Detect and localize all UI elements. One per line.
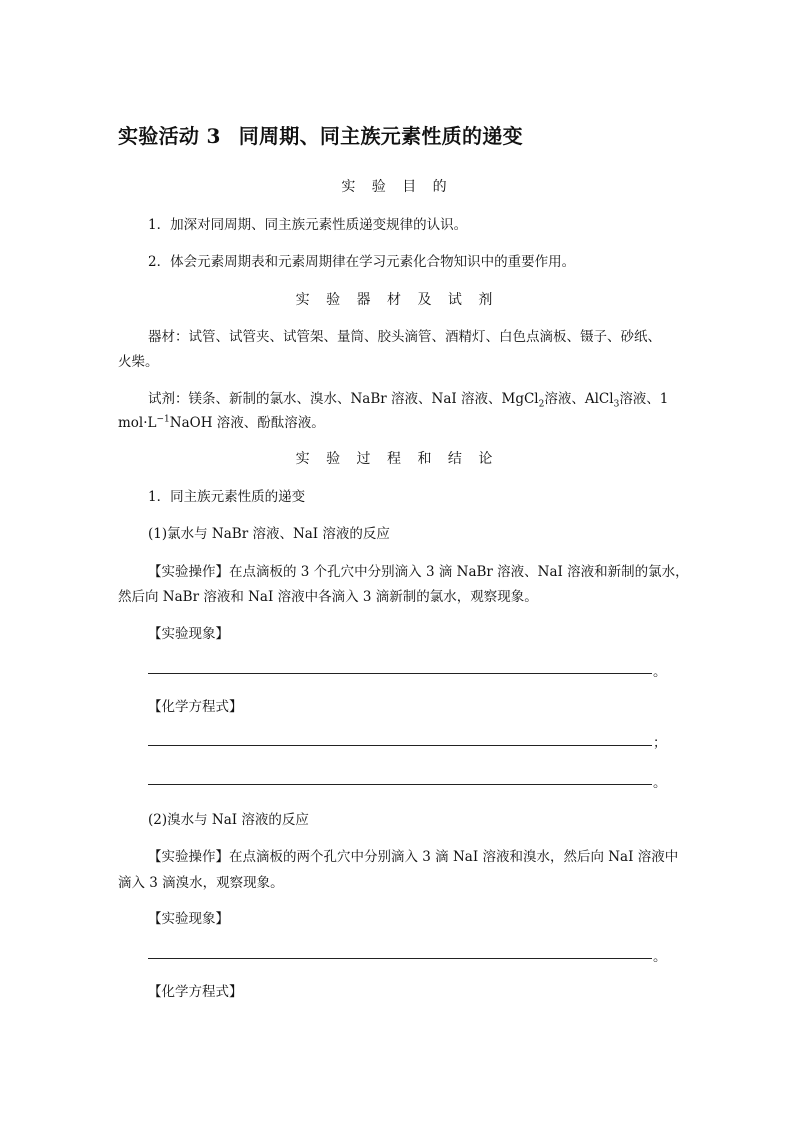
equipment-line-1: 器材：试管、试管夹、试管架、量筒、胶头滴管、酒精灯、白色点滴板、镊子、砂纸、 bbox=[148, 329, 661, 345]
answer-blank-4[interactable] bbox=[148, 958, 652, 959]
title-prefix: 实验活动 3 bbox=[118, 124, 221, 148]
operation-2-line-1: 【实验操作】在点滴板的两个孔穴中分别滴入 3 滴 NaI 溶液和溴水，然后向 NaI 溶液中 bbox=[148, 849, 679, 865]
answer-blank-1[interactable] bbox=[148, 673, 652, 674]
part1-heading: 1．同主族元素性质的递变 bbox=[148, 489, 306, 505]
superscript-neg1: −1 bbox=[156, 414, 170, 425]
process-heading: 实 验 过 程 和 结 论 bbox=[295, 451, 499, 467]
purpose-heading: 实 验 目 的 bbox=[341, 179, 453, 195]
equation-label-1: 【化学方程式】 bbox=[148, 699, 243, 715]
part1-subheading-1: (1)氯水与 NaBr 溶液、NaI 溶液的反应 bbox=[148, 526, 390, 542]
subscript-2: 2 bbox=[538, 399, 545, 410]
blank-4-period: 。 bbox=[653, 949, 667, 965]
reagents-text-d: mol·L bbox=[118, 415, 157, 431]
reagents-line-1 bbox=[148, 387, 669, 410]
part1-subheading-2: (2)溴水与 NaI 溶液的反应 bbox=[148, 812, 309, 828]
reagents-text-e: NaOH 溶液、酚酞溶液。 bbox=[169, 415, 325, 431]
operation-1-line-2: 然后向 NaBr 溶液和 NaI 溶液中各滴入 3 滴新制的氯水，观察现象。 bbox=[118, 589, 538, 605]
reagents-text-b: 溶液、AlCl bbox=[544, 391, 614, 407]
equipment-line-2: 火柴。 bbox=[118, 354, 159, 370]
reagents-text-a: 试剂：镁条、新制的氯水、溴水、NaBr 溶液、NaI 溶液、MgCl bbox=[148, 391, 539, 407]
subscript-3: 3 bbox=[613, 399, 620, 410]
operation-2-line-2: 滴入 3 滴溴水，观察现象。 bbox=[118, 875, 284, 891]
operation-1-line-1: 【实验操作】在点滴板的 3 个孔穴中分别滴入 3 滴 NaBr 溶液、NaI 溶液和新制的氯水， bbox=[148, 564, 689, 580]
blank-2-semicolon: ； bbox=[653, 735, 667, 751]
equation-label-2: 【化学方程式】 bbox=[148, 984, 243, 1000]
reagents-line-2 bbox=[118, 411, 325, 431]
phenomenon-label-1: 【实验现象】 bbox=[148, 626, 229, 642]
equipment-heading: 实 验 器 材 及 试 剂 bbox=[295, 292, 499, 308]
blank-3-period: 。 bbox=[653, 775, 667, 791]
blank-1-period: 。 bbox=[653, 664, 667, 680]
purpose-item-1: 1．加深对同周期、同主族元素性质递变规律的认识。 bbox=[148, 217, 468, 233]
purpose-item-2: 2．体会元素周期表和元素周期律在学习元素化合物知识中的重要作用。 bbox=[148, 254, 576, 270]
answer-blank-3[interactable] bbox=[148, 784, 652, 785]
phenomenon-label-2: 【实验现象】 bbox=[148, 911, 229, 927]
reagents-text-c: 溶液、1 bbox=[619, 391, 669, 407]
answer-blank-2[interactable] bbox=[148, 745, 652, 746]
page-title bbox=[118, 120, 523, 149]
title-main: 同周期、同主族元素性质的递变 bbox=[238, 124, 523, 148]
